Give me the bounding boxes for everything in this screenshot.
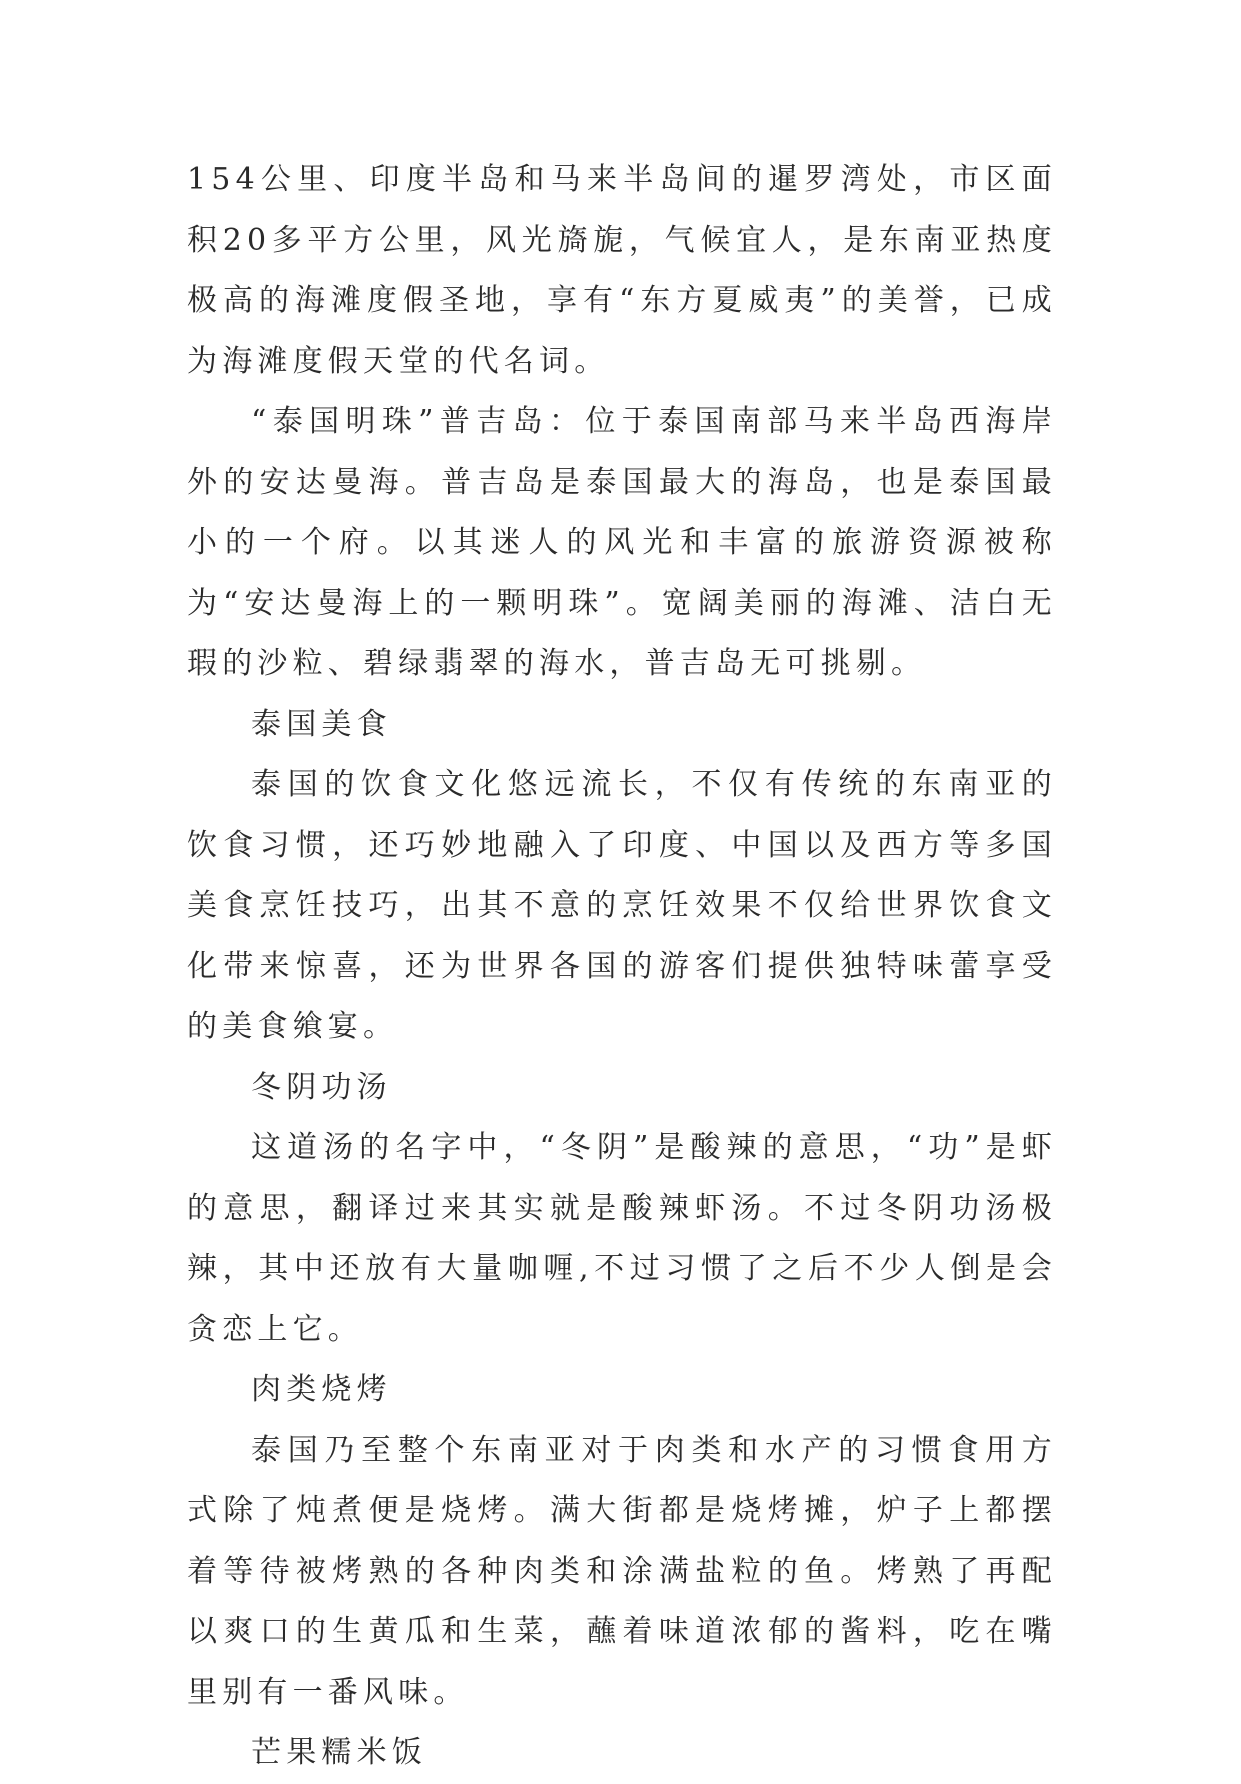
document-body bbox=[187, 150, 1057, 1784]
heading-mango-sticky-rice: 芒果糯米饭 bbox=[251, 1735, 427, 1770]
paragraph-thai-food: 泰国的饮食文化悠远流长，不仅有传统的东南亚的饮食习惯，还巧妙地融入了印度、中国以及西方等多国美食烹饪技巧，出其不意的烹饪效果不仅给世界饮食文化带来惊喜，还为世界各国的游客们提供独特味蕾享受的美食飨宴。 bbox=[187, 767, 1057, 1044]
paragraph-meat-barbecue: 泰国乃至整个东南亚对于肉类和水产的习惯食用方式除了炖煮便是烧烤。满大街都是烧烤摊，炉子上都摆着等待被烤熟的各种肉类和涂满盐粒的鱼。烤熟了再配以爽口的生黄瓜和生菜，蘸着味道浓郁的酱料，吃在嘴里别有一番风味。 bbox=[187, 1432, 1057, 1710]
heading-tom-yum-soup: 冬阴功汤 bbox=[251, 1069, 392, 1105]
heading-thai-food: 泰国美食 bbox=[251, 706, 392, 742]
heading-meat-barbecue: 肉类烧烤 bbox=[251, 1372, 392, 1407]
paragraph-tom-yum-soup: 这道汤的名字中，“冬阴”是酸辣的意思，“功”是虾的意思，翻译过来其实就是酸辣虾汤。不过冬阴功汤极辣，其中还放有大量咖喱,不过习惯了之后不少人倒是会贪恋上它。 bbox=[187, 1130, 1057, 1347]
paragraph-pattaya-intro: 154公里、印度半岛和马来半岛间的暹罗湾处，市区面积20多平方公里，风光旖旎，气候宜人，是东南亚热度极高的海滩度假圣地，享有“东方夏威夷”的美誉，已成为海滩度假天堂的代名词。 bbox=[187, 162, 1057, 379]
paragraph-phuket: “泰国明珠”普吉岛：位于泰国南部马来半岛西海岸外的安达曼海。普吉岛是泰国最大的海岛，也是泰国最小的一个府。以其迷人的风光和丰富的旅游资源被称为“安达曼海上的一颗明珠”。宽阔美丽的海滩、洁白无瑕的沙粒、碧绿翡翠的海水，普吉岛无可挑剔。 bbox=[187, 404, 1057, 681]
